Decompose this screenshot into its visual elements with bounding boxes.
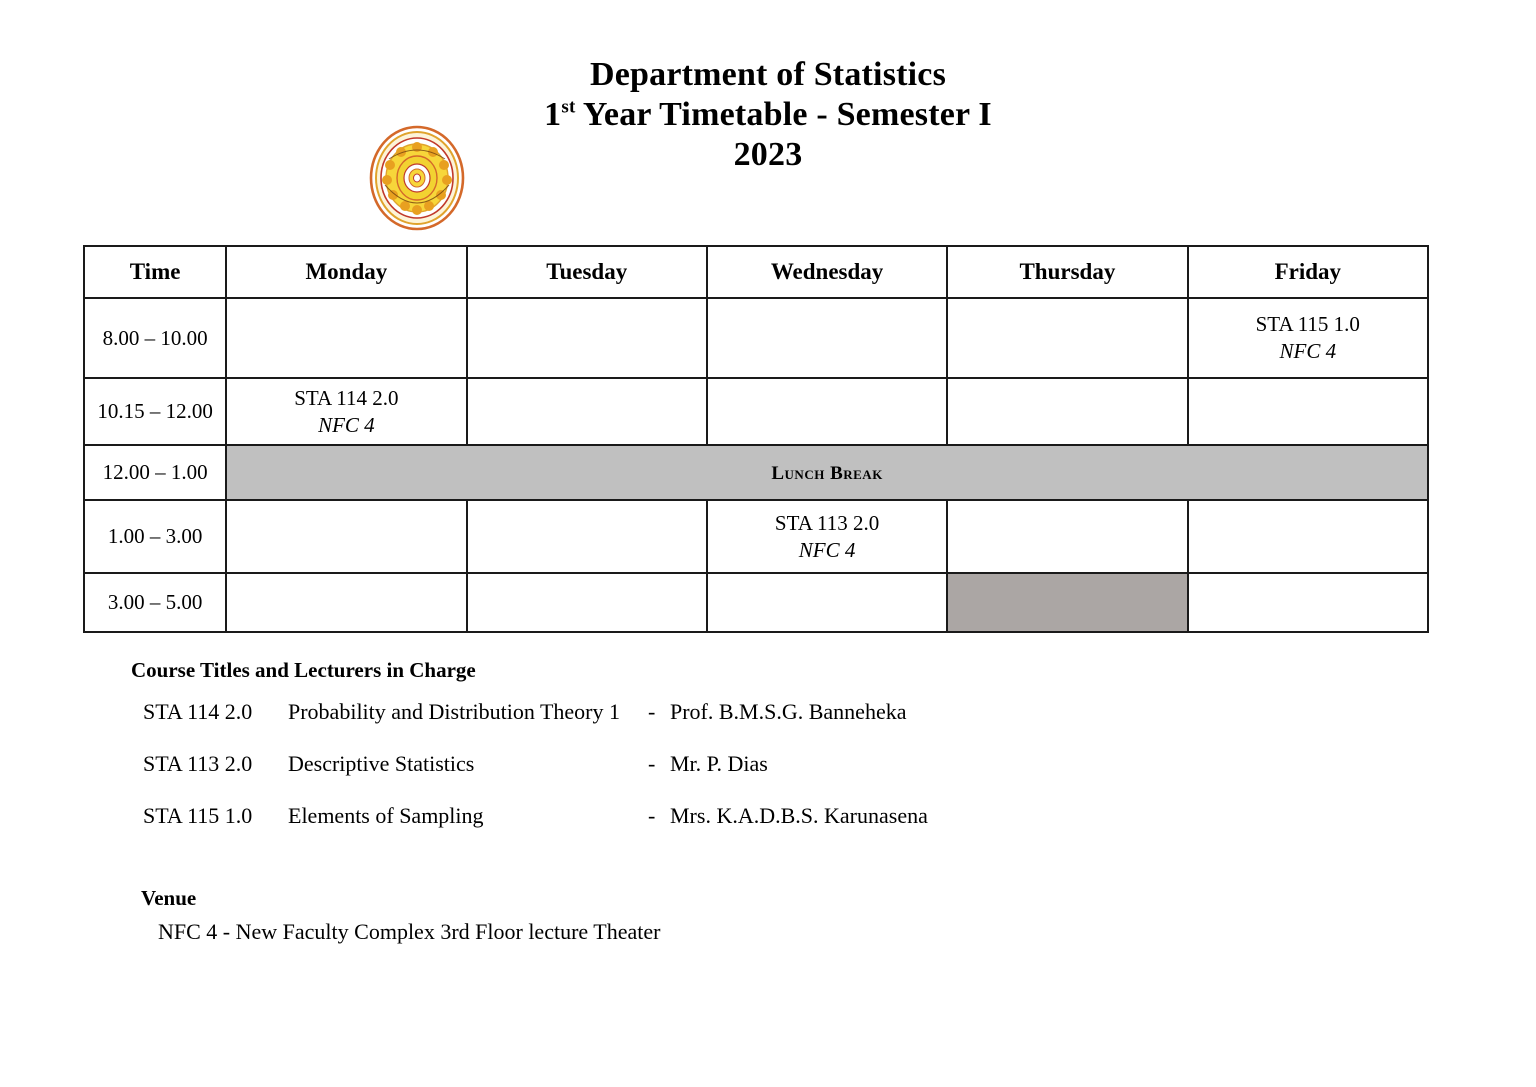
column-header-tuesday: Tuesday xyxy=(467,246,707,298)
venue-legend-heading: Venue xyxy=(141,886,197,910)
course-title: Probability and Distribution Theory 1 xyxy=(288,699,621,724)
column-header-time: Time xyxy=(84,246,226,298)
lunch-break-cell xyxy=(226,445,1428,500)
column-header-friday: Friday xyxy=(1188,246,1428,298)
list-item xyxy=(131,803,1331,829)
slot-friday-0 xyxy=(1188,298,1428,378)
lunch-break-label: Lunch Break xyxy=(771,463,883,484)
year-ordinal-suffix: st xyxy=(561,96,576,118)
column-header-monday: Monday xyxy=(226,246,466,298)
course-code: STA 114 2.0 xyxy=(143,699,253,724)
timetable xyxy=(83,245,1429,633)
column-header-thursday: Thursday xyxy=(947,246,1187,298)
slot-friday-3 xyxy=(1188,500,1428,573)
slot-wednesday-4 xyxy=(707,573,947,632)
course-title: Elements of Sampling xyxy=(288,803,484,828)
column-header-wednesday: Wednesday xyxy=(707,246,947,298)
lecturer-name: Prof. B.M.S.G. Banneheka xyxy=(670,699,907,724)
slot-thursday-3 xyxy=(947,500,1187,573)
list-item xyxy=(131,699,1331,725)
course-legend-heading: Course Titles and Lecturers in Charge xyxy=(131,658,476,682)
slot-thursday-1 xyxy=(947,378,1187,445)
time-slot-label: 8.00 – 10.00 xyxy=(84,298,226,378)
course-code: STA 115 1.0 xyxy=(1255,312,1360,336)
table-row xyxy=(84,500,1428,573)
venue-code: NFC 4 xyxy=(798,537,856,562)
venue-code: NFC 4 xyxy=(1279,339,1337,363)
slot-monday-4 xyxy=(226,573,466,632)
course-legend xyxy=(131,658,1331,855)
course-title: Descriptive Statistics xyxy=(288,751,475,776)
venue-legend xyxy=(141,886,1041,945)
time-slot-label: 12.00 – 1.00 xyxy=(84,445,226,500)
slot-monday-3 xyxy=(226,500,466,573)
slot-tuesday-0 xyxy=(467,298,707,378)
course-code: STA 113 2.0 xyxy=(774,510,880,535)
slot-monday-0 xyxy=(226,298,466,378)
venue-description: NFC 4 - New Faculty Complex 3rd Floor lecture Theater xyxy=(158,919,661,944)
page-title-line-1: Department of Statistics xyxy=(589,56,947,93)
course-code: STA 115 1.0 xyxy=(143,803,253,828)
lecturer-name: Mr. P. Dias xyxy=(670,751,768,776)
lecturer-name: Mrs. K.A.D.B.S. Karunasena xyxy=(670,803,928,828)
slot-tuesday-1 xyxy=(467,378,707,445)
table-row-lunch xyxy=(84,445,1428,500)
time-slot-label: 10.15 – 12.00 xyxy=(84,378,226,445)
slot-thursday-0 xyxy=(947,298,1187,378)
slot-monday-1 xyxy=(226,378,466,445)
slot-wednesday-3 xyxy=(707,500,947,573)
slot-friday-1 xyxy=(1188,378,1428,445)
course-code: STA 114 2.0 xyxy=(294,385,399,410)
slot-tuesday-3 xyxy=(467,500,707,573)
year-ordinal-number: 1 xyxy=(544,96,562,134)
page-header xyxy=(0,55,1536,200)
title-line-2-rest: Year Timetable - Semester I xyxy=(575,96,992,134)
separator-dash: - xyxy=(648,699,656,724)
venue-code: NFC 4 xyxy=(318,412,375,437)
time-slot-label: 3.00 – 5.00 xyxy=(84,573,226,632)
slot-tuesday-4 xyxy=(467,573,707,632)
slot-friday-4 xyxy=(1188,573,1428,632)
slot-wednesday-1 xyxy=(707,378,947,445)
list-item xyxy=(131,751,1331,777)
separator-dash: - xyxy=(648,751,656,776)
table-row xyxy=(84,573,1428,632)
table-row xyxy=(84,298,1428,378)
course-code: STA 113 2.0 xyxy=(143,751,253,776)
time-slot-label: 1.00 – 3.00 xyxy=(84,500,226,573)
slot-wednesday-0 xyxy=(707,298,947,378)
timetable-header-row xyxy=(84,246,1428,298)
table-row xyxy=(84,378,1428,445)
separator-dash: - xyxy=(648,803,656,828)
slot-thursday-4-blocked xyxy=(947,573,1187,632)
page-title-line-2 xyxy=(0,95,1536,135)
page-title-year: 2023 xyxy=(733,136,803,174)
title-block xyxy=(0,55,1536,175)
